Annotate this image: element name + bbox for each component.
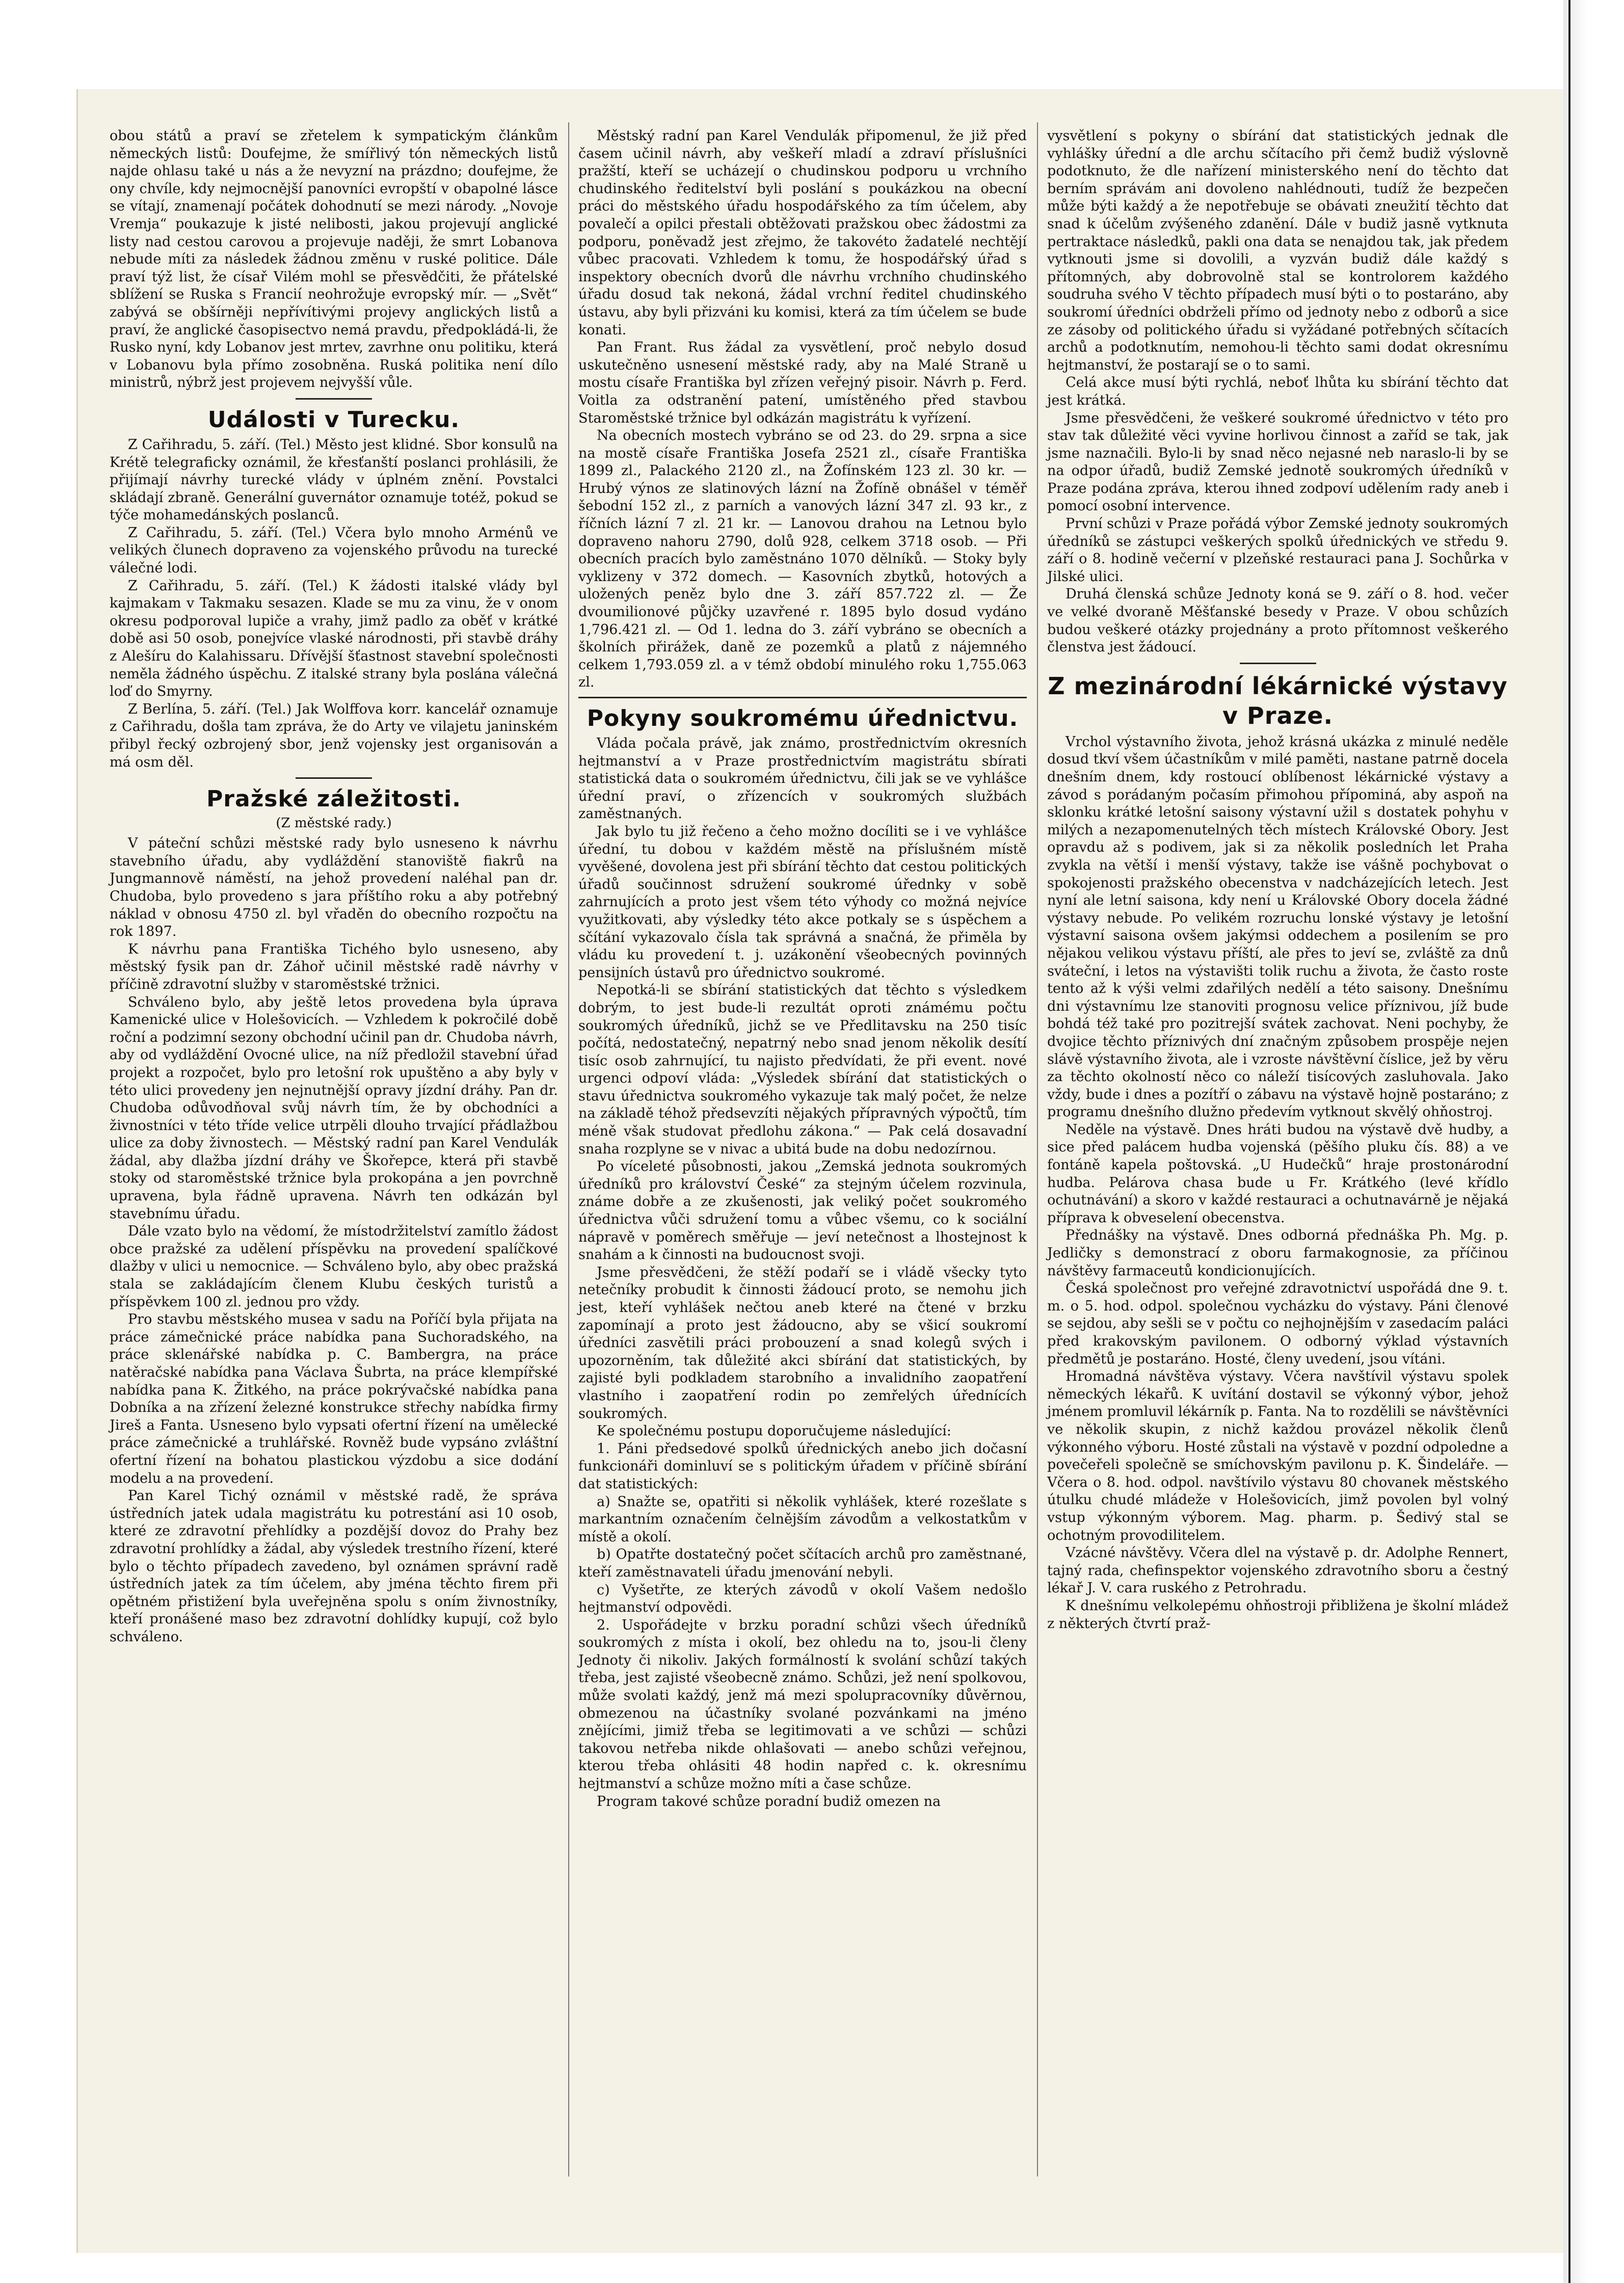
col3-paragraph-1: vysvětlení s pokyny o sbírání dat statistických jednak dle vyhlášky úřední a dle archu sčítacího při čemž budiž výslovně podotknuto, že dle nařízení ministerského není do těchto dat berním správám ani dovoleno nahlédnouti, tudíž že bezpečen může býti každý a že nepotřebuje se obávati zneužití těchto dat snad k účelům zvýšeného zdanění. Dále v budiž jasně vytknuta pertraktace následků, pakli ona data se nenajdou tak, jak předem vytknouti jsme si dovolili, a vyzván budiž dále každý s přítomných, aby dobrovolně stal se kontrolorem každého soudruha svého V těchto případech musí býti o to postaráno, aby soukromí úředníci obdrželi přímo od jednoty nebo z odborů a sice ze zásoby od politického úřadu si vyžádané potřebných sčítacích archů a podotknutím, nemohou-li těchto sami dodat okresnímu hejtmanství, že postarají se o to sami. [1047,128,1508,373]
col2-paragraph-10: 1. Páni předsedové spolků úřednických anebo jich dočasní funkcionáři dominluví se s politickým úřadem v příčině sbírání dat statistických: [578,1440,1027,1492]
col2-paragraph-3: Na obecních mostech vybráno se od 23. do 29. srpna a sice na mostě císaře Františka Josefa 2521 zl., císaře Františka 1899 zl., Palackého 2120 zl., na Žofínském 123 zl. 30 kr. — Hrubý výnos ze slatinových lázní na Žofíně obnášel v téměř šebodní 152 zl., z parních a vanových lázní 347 zl. 93 kr., z říčních lázní 7 zl. 21 kr. — Lanovou drahou na Letnou bylo dopraveno nahoru 2790, dolů 928, celkem 3718 osob. — Při obecních pracích bylo zaměstnáno 1070 dělníků. — Stoky byly vyklizeny v 372 domech. — Kasovních zbytků, hotových a uložených peněz bylo dne 3. září 857.722 zl. — Že dvoumilionové půjčky uzavřené r. 1895 bylo dosud vydáno 1,796.421 zl. — Od 1. ledna do 3. září vybráno se obecních a školních přirážek, daně ze pozemků a platů z nájemného celkem 1,793.059 zl. a v témž období minulého roku 1,755.063 zl. [578,428,1027,691]
scan-edge [1563,0,1624,2283]
prazske-paragraph-4: Dále vzato bylo na vědomí, že místodržitelství zamítlo žádost obce pražské za udělení příspěvku na provedení spalíčkové dlažby v ulici u nemocnice. — Schváleno bylo, aby obec pražská stala se zakládajícím členem Klubu českých turistů a příspěvkem 100 zl. jednou pro vždy. [110,1223,558,1310]
section-rule [296,398,372,400]
column-separator-1 [568,122,569,2176]
column-separator-2 [1037,122,1038,2176]
column-2 [578,127,1027,1810]
col2-paragraph-13: c) Vyšetřte, ze kterých závodů v okolí Vašem nedošlo hejtmanství odpovědi. [578,1582,1027,1616]
column-3 [1047,127,1508,1633]
col2-paragraph-14: 2. Uspořádejte v brzku poradní schůzi všech úředníků soukromých z místa i okolí, bez ohledu na to, jsou-li členy Jednoty či nikoliv. Jakých formálností k svolání schůzí takých třeba, jest zajisté všeobecně známo. Schůzi, jež není spolkovou, může svolati každý, jenž má mezi spolupracovníky důvěrnou, obmezenou na účastníky svolané pozvánkami na jméno znějícími, jimiž třeba se legitimovati a ve schůzi — schůzi takovou netřeba nikde ohlašovati — anebo schůzi veřejnou, kterou třeba ohlásiti 48 hodin napřed c. k. okresnímu hejtmanství a schůze možno míti a čase schůze. [578,1617,1027,1792]
prazske-paragraph-5: Pro stavbu městského musea v sadu na Poříčí byla přijata na práce zámečnické práce nabídka pana Suchoradského, na práce sklenářské nabídka p. C. Bambergra, na práce natěračské nabídka pana Václava Šubrta, na práce klempířské nabídka pana K. Žitkého, na práce pokrývačské nabídka pana Dobníka a na zřízení železné konstrukce střechy nabídka firmy Jireš a Fanta. Usneseno bylo vypsati ofertní řízení na umělecké práce zámečnické a truhlářské. Rovněž bude vypsáno zvláštní ofertní řízení na bohatou plastickou výzdobu a sice dodání modelu a na provedení. [110,1311,558,1486]
col2-paragraph-5: Jak bylo tu již řečeno a čeho možno docíliti se i ve vyhlášce úřední, tu dobou v každém městě na příslušném místě vyvěšené, dovolena jest při sbírání těchto dat cestou politických úřadů součinnost sdružení soukromé úřednky v sobě zahrnujících a proto jest všem této výhody co možná nejvíce využitkovati, aby výsledky této akce potkaly se s úspěchem a sčítání vykazovalo čísla tak správná a snačná, že přiměla by vládu ku provedení t. j. uzákonění všeobecných povinných pensijních ústavů pro úřednictvo soukromé. [578,823,1027,981]
col3-paragraph-11: Vzácné návštěvy. Včera dlel na výstavě p. dr. Adolphe Rennert, tajný rada, chefinspektor vojenského zdravotního sboru a čestný lékař J. V. cara ruského z Petrohradu. [1047,1545,1508,1596]
col2-paragraph-8: Jsme přesvědčeni, že stěží podaří se i vládě všecky tyto netečníky probudit k činnosti žádoucí proto, se nemohu jich jest, kteří vyhlášek nečtou aneb které na čtené v brzku zapomínají a proto jest žádoucno, aby se všicí soukromí úředníci zasvětili práci probouzení a snad kolegů svých i upozorněním, tak důležité akci sbírání dat statistických, by zajisté byli podkladem starobního a invalidního zaopatření vlastního i zaopatření rodin po zemřelých úřednících soukromých. [578,1264,1027,1422]
heading-pokyny: Pokyny soukromému úřednictvu. [587,705,1019,731]
heading-vystava: Z mezinárodní lékárnické výstavy v Praze. [1048,672,1508,729]
prazske-paragraph-3: Schváleno bylo, aby ještě letos provedena byla úprava Kamenické ulice v Holešovicích. — Vzhledem k pokročilé době roční a podzimní sezony obchodní učinil pan dr. Chudoba návrh, aby od vydláždění Ovocné ulice, na níž předložil stavební úřad projekt a rozpočet, bylo pro letošní rok upuštěno a aby byly v této ulici provedeny jen nejnutnější opravy jízdní dráhy. Pan dr. Chudoba odůvodňoval svůj návrh tím, že by obchodníci a živnostníci v této tříde velice utrpěli dlouho trvající přádlažbou ulice za doby živnostech. — Městský radní pan Karel Vendulák žádal, aby dlažba jízdní dráhy ve Škořepce, která při stavbě stoky od staroměstské tržnice byla prokopána a jen povrchně upravena, byla řádně upravena. Návrh ten odkázán byl stavebnímu úřadu. [110,994,558,1222]
col2-paragraph-6: Nepotká-li se sbírání statistických dat těchto s výsledkem dobrým, to jest bude-li rezultát oproti známému počtu soukromých úředníků, jichž se ve Předlitavsku na 250 tisíc počítá, nedostatečný, nepatrný nebo snad jenom několik desítí tisíc osob zahrnující, tu najisto předvídati, že při event. nové urgenci odpoví vláda: „Výsledek sbírání dat statistických o stavu úřednictva soukromého vykazuje tak malý počet, že nelze na základě téhož předsevzíti nějakých přípravných výpočtů, tím méně však studovat předlohu zákona.“ — Pak celá dosavadní snaha rozplyne se v nivac a ubitá bude na dobu nedozírnou. [578,982,1027,1157]
turecko-paragraph-2: Z Cařihradu, 5. září. (Tel.) Včera bylo mnoho Arménů ve velikých člunech dopraveno za vojenského průvodu na turecké válečné lodi. [110,524,558,576]
col3-paragraph-3: Jsme přesvědčeni, že veškeré soukromé úřednictvo v této pro stav tak důležité věci vyvine horlivou činnost a zaříd se tak, jak jsme naznačili. Bylo-li by snad něco nejasné neb naraslo-li by se na odpor úřadů, budiž Zemské jednotě soukromých úředníků v Praze podána zpráva, kterou ihned zodpoví udělením rady aneb i pomocí osobní intervence. [1047,410,1508,514]
column-1 [110,127,558,1646]
col2-paragraph-4: Vláda počala právě, jak známo, prostřednictvím okresních hejtmanství a v Praze prostřednictvím magistrátu sbírati statistická data o soukromém úřednictvu, čili jak se ve vyhlášce úřední praví, o zřízencích v soukromých službách zaměstnaných. [578,736,1027,822]
col2-paragraph-7: Po víceleté působnosti, jakou „Zemská jednota soukromých úředníků pro království České“ za stejným účelem rozvinula, známe dobře a ze zkušenosti, jak veliký počet soukromého úřednictva vůči sdružení tomu a vůbec všemu, co k sociální nápravě v poměrech směřuje — jeví netečnost a lhostejnost k snahám a k činnosti na budoucnost svoji. [578,1159,1027,1263]
col2-paragraph-2: Pan Frant. Rus žádal za vysvětlení, proč nebylo dosud uskutečněno usnesení městské rady, aby na Malé Straně u mostu císaře Františka byl zřízen veřejný pisoir. Návrh p. Ferd. Voitla za odstranění patení, umístěného před stavbou Staroměstské tržnice byl odkázán magistrátu k vyřízení. [578,339,1027,426]
turecko-paragraph-4: Z Berlína, 5. září. (Tel.) Jak Wolffova korr. kancelář oznamuje z Cařihradu, došla tam zpráva, že do Arty ve vilajetu janinském přibyl řecký ozbrojený sbor, jenž vojensky jest organisován a má osm děl. [110,701,558,770]
heading-prazske: Pražské záležitosti. [206,786,461,812]
col2-paragraph-12: b) Opatřte dostatečný počet sčítacích archů pro zaměstnané, kteří zaměstnavateli úřadu jmenování nebyli. [578,1546,1027,1580]
col3-paragraph-7: Neděle na výstavě. Dnes hráti budou na výstavě dvě hudby, a sice před palácem hudba vojenská (pěšího pluku čís. 88) a ve fontáně kapela poštovská. „U Hudečků“ hraje prostonárodní hudba. Pelárova chasa bude u Fr. Krátkého (levé křídlo ochutnávání) a skoro v každé restauraci a ochutnavárně je nějaká příprava k obveselení obecenstva. [1047,1121,1508,1226]
turecko-paragraph-3: Z Cařihradu, 5. září. (Tel.) K žádosti italské vlády byl kajmakam v Takmaku sesazen. Klade se mu za vinu, že v onom okresu podporoval lupiče a vrahy, jimž padlo za oběť v krátké době asi 50 osob, ponejvíce vlaské národnosti, při stavbě dráhy z Alešíru do Kalahissaru. Dřívější šťastnost stavební společnosti neměla žádného úspěchu. Z italské strany byla poslána válečná loď do Smyrny. [110,578,558,700]
turecko-paragraph-1: Z Cařihradu, 5. září. (Tel.) Město jest klidné. Sbor konsulů na Krétě telegraficky oznámil, že křesťanští poslanci prohlásili, že přijímají návrhy turecké vlády v úplném znění. Povstalci skládají zbraně. Generální guvernátor oznamuje totéž, pokud se týče mohamedánských poslanců. [110,436,558,523]
section-rule [296,777,372,779]
col3-paragraph-2: Celá akce musí býti rychlá, neboť lhůta ku sbírání těchto dat jest krátká. [1047,375,1508,408]
intro-paragraph: obou států a praví se zřetelem k sympatickým článkům německých listů: Doufejme, že smířlivý tón německých listů najde ohlasu také u nás a že nevyzní na prázdno; doufejme, že ony chvíle, kdy nejmocnější panovníci evropští v obapolné lásce se vítají, znamenají počátek dohodnutí se mezi národy. „Novoje Vremja“ poukazuje k jisté nelibosti, jakou projevují anglické listy nad cestou carovou a projevuje naději, že smrt Lobanova nebude míti za následek žádnou změnu v ruské politice. Dále praví týž list, že císař Vilém mohl se přesvědčiti, že přátelské sblížení se Ruska s Francií neohrožuje evropský mír. — „Svět“ zabývá se obšírněji nepřívítivými projevy anglických listů a praví, že anglické časopisectvo nemá pravdu, předpokládá-li, že Rusko nyní, kdy Lobanov jest mrtev, zavrhne onu politiku, která v Lobanovu byla přímo zosobněna. Ruská politika není dílo ministrů, nýbrž jest projevem nejvyšší vůle. [110,128,558,391]
col2-paragraph-1: Městský radní pan Karel Vendulák připomenul, že již před časem učinil návrh, aby veškeří mladí a zdraví příslušníci pražští, kteří se ucházejí o chudinskou podporu u vrchního chudinského ředitelství byli poslání s poukázkou na obecní práci do městského úřadu hospodářského za tím účelem, aby povalečí a opilci přestali obtěžovati pražskou obec žádostmi za podporu, poněvadž jest zřejmo, že takovéto žadatelé nechtějí vůbec pracovati. Vzhledem k tomu, že hospodářský úřad s inspektory obecních dvorů dle návrhu vrchního chudinského úřadu dosud tak nekoná, žádal vrchní ředitel chudinského ústavu, aby byli přizváni ku komisi, která za tím účelem se bude konati. [578,128,1027,338]
section-divider [578,697,1027,698]
col3-paragraph-6: Vrchol výstavního života, jehož krásná ukázka z minulé neděle dosud tkví všem účastníkům v milé paměti, nastane patrně docela dnešním dnem, kdy rostoucí oblíbenost lékárnické výstavy a závod s porádaným počasím přimohou přípominá, aby aspoň na sklonku krátké letošní saisony výstavní užil s dostatek pohyhu v milých a nezapomenutelných těch místech Královské Obory. Jest opravdu až s podivem, jak si za několik posledních let Praha zvykla na větší i menší výstavy, takže ise vášně pochybovat o spokojenosti pražského obecenstva v nadcházejících letech. Jest nyní ale letní saisona, kdy není u Královské Obory docela žádné výstavy nebude. Po velikém rozruchu lonské výstavy je letošní výstavní saisona ovšem jakýmsi oddechem a posilením se pro nějakou velikou výstavu příští, ale přes to jeví se, zvláště za dnů sváteční, i letos na výstavišti tolik ruchu a života, že často roste tento až k výši velmi zdařilých nedělí a této saisony. Dnešnímu dni výstavnímu lze stanoviti prognosu velice příznivou, jíž bude bohdá též také pro pozitrejší svátek zachovat. Neni pochyby, že dvojice těchto příznivých dní značným způsobem prospěje nejen slávě výstavního života, ale i vzroste návštěvní číslice, jež by věru za těchto okolností něco co náleží tisícových zasluhovala. Jako vždy, bude i dnes a pozítří o zábavu na výstavě hojně postaráno; z programu dnešního dlužno předevím vytknout skvělý ohňostroj. [1047,733,1508,1120]
col3-paragraph-8: Přednášky na výstavě. Dnes odborná přednáška Ph. Mg. p. Jedličky s demonstrací z oboru farmakognosie, za příčinou návštěvy farmaceutů kondicionujících. [1047,1227,1508,1279]
heading-turecko: Události v Turecku. [207,406,460,433]
col2-paragraph-11: a) Snažte se, opatřiti si několik vyhlášek, které rozešlate s markantním označením čelnějším závodům a velkostatkům v místě a okolí. [578,1493,1027,1545]
col3-paragraph-5: Druhá členská schůze Jednoty koná se 9. září o 8. hod. večer ve velké dvoraně Měšťanské besedy v Praze. V obou schůzích budou veškeré otázky projednány a proto přítomnost veškerého členstva jest žádoucí. [1047,586,1508,655]
prazske-paragraph-2: K návrhu pana Františka Tichého bylo usneseno, aby městský fysik pan dr. Záhoř učinil městské radě návrhy v příčině zdravotní služby v staroměstské tržnici. [110,941,558,992]
page-edge-line [1568,0,1570,2283]
prazske-paragraph-1: V páteční schůzi městské rady bylo usneseno k návrhu stavebního úřadu, aby vydláždění stanoviště fiakrů na Jungmannově náměstí, na jehož provedení naléhal pan dr. Chudoba, bylo provedeno s jara příštího roku a aby potřebný náklad v obnosu 4750 zl. byl vřaděn do obecního rozpočtu na rok 1897. [110,835,558,940]
col2-paragraph-9: Ke společnému postupu doporučujeme následující: [597,1423,951,1439]
col3-paragraph-12: K dnešnímu velkolepému ohňostroji přibližena je školní mládež z některých čtvrtí praž- [1047,1597,1508,1632]
subheading-mestska-rada: (Z městské rady.) [276,816,392,831]
col3-paragraph-10: Hromadná návštěva výstavy. Včera navštívil výstavu spolek německých lékařů. K uvítání dostavil se výkonný výbor, jehož jménem promluvil lékárník p. Fanta. Na to rozdělili se návštěvníci ve několik skupin, z nichž každou provázel několik členů výkonného výboru. Hosté zůstali na výstavě v pozdní odpoledne a povečeřeli společně se smíchovským pavilonu p. K. Šindeláře. — Včera o 8. hod. odpol. navštívilo výstavu 80 chovanek městského útulku chudé mládeže v Holešovicích, jimž povolen byl volný vstup výkonným výborem. Mag. pharm. p. Šedivý stal se ochotným provodilitelem. [1047,1369,1508,1543]
col3-paragraph-9: Česká společnost pro veřejné zdravotnictví uspořádá dne 9. t. m. o 5. hod. odpol. společnou vycházku do výstavy. Páni členové se sejdou, aby sešli se v počtu co nejhojnějším v zasedacím paláci před krakovským pavilonem. O odborný výklad výstavních předmětů je postaráno. Hosté, členy uvedení, jsou vítáni. [1047,1280,1508,1367]
col3-paragraph-4: První schůzi v Praze pořádá výbor Zemské jednoty soukromých úředníků se zástupci veškerých spolků úřednických ve středu 9. září o 8. hodině večerní v plzeňské restauraci pana J. Sochůrka v Jilské ulici. [1047,516,1508,585]
section-rule [1240,663,1316,664]
col2-paragraph-15: Program takové schůze poradní budiž omezen na [597,1793,941,1809]
prazske-paragraph-6: Pan Karel Tichý oznámil v městské radě, že správa ústředních jatek udala magistrátu ku potrestání asi 10 osob, které ze zdravotní přehlídky a pozdější dovoz do Prahy bez zdravotní prohlídky a žádal, aby výsledek trestního řízení, které bylo o těchto případech zavedeno, byl oznámen správní radě ústředních jatek za tím účelem, aby jména těchto firem při opětném přistižení byla uveřejněna spolu s oním živnostníky, kteří pronášené maso bez zdravotní dohlídky kupují, což bylo schváleno. [110,1488,558,1645]
